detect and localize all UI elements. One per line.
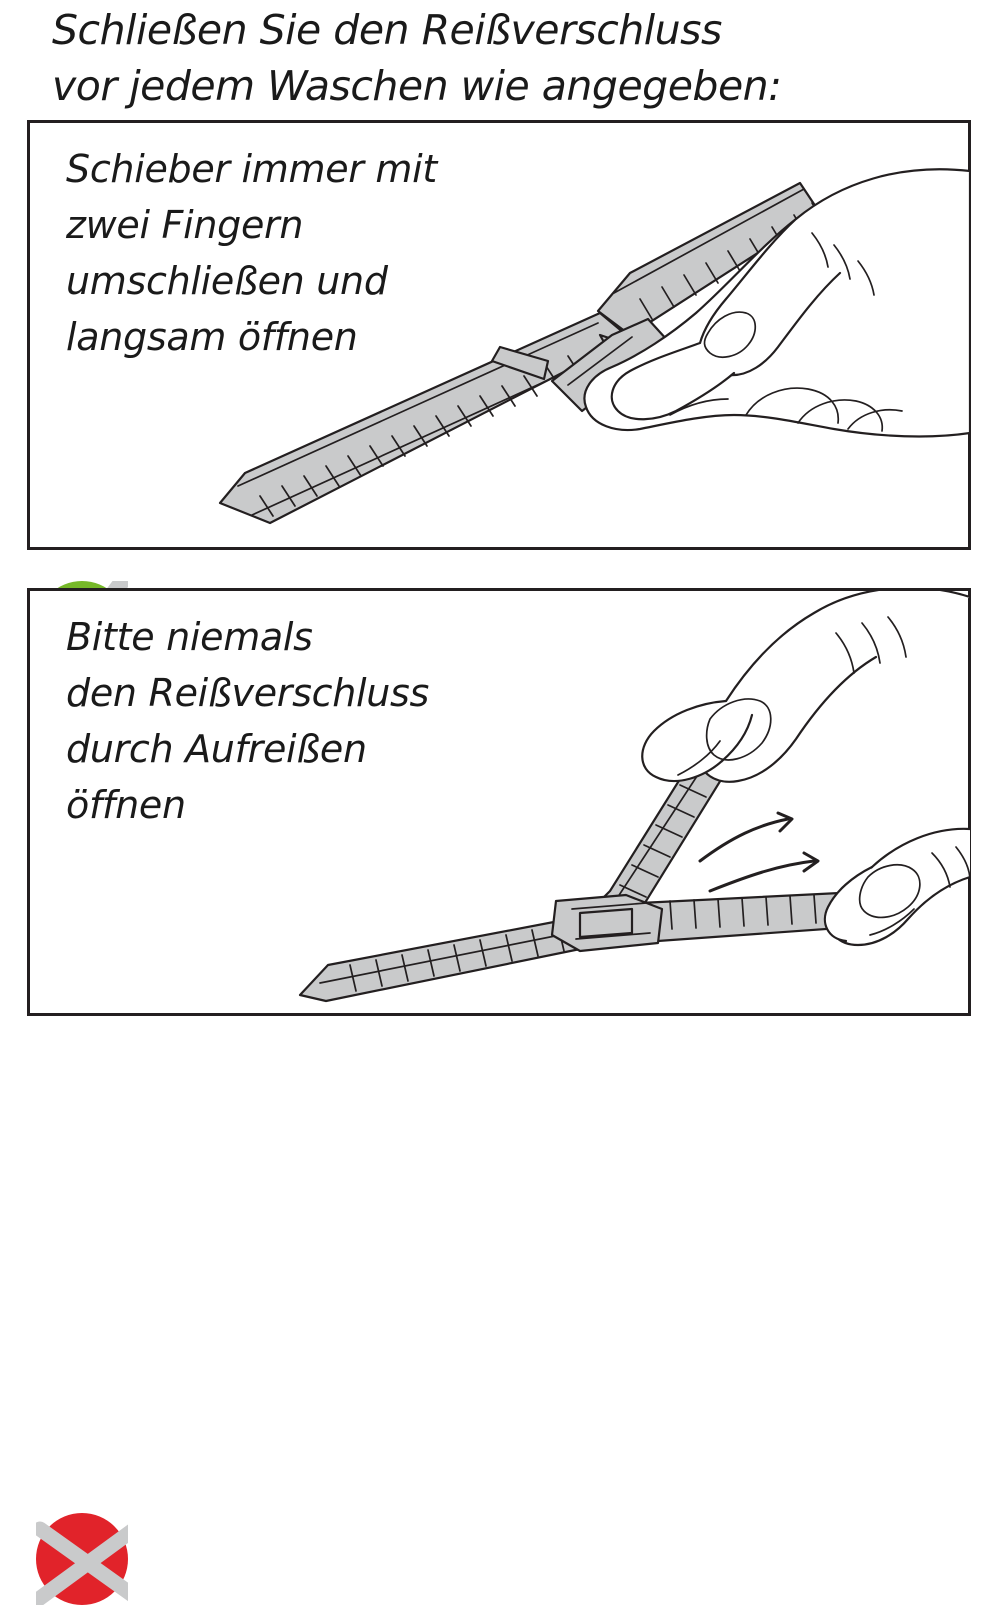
panel-correct-line-3: umschließen und [66,259,388,303]
panel-incorrect-line-2: den Reißverschluss [66,671,430,715]
panel-correct-line-2: zwei Fingern [66,203,304,247]
status-badge-incorrect [36,1513,128,1605]
hand-upper-pulling [642,591,970,782]
panel-incorrect-line-1: Bitte niemals [66,615,313,659]
zipper-closed-lower-tape [300,917,590,1001]
panel-incorrect-method [27,588,971,1016]
hand-lower-pulling [825,829,970,945]
zipper-slider-stuck [552,895,662,951]
cross-icon [36,1513,128,1605]
page-title-line-2: vor jedem Waschen wie angegeben: [52,62,782,110]
page-title [52,2,982,114]
illustration-incorrect-zipper-handling [280,591,970,1013]
illustration-correct-zipper-handling [200,123,970,547]
panel-correct-line-1: Schieber immer mit [66,147,437,191]
page-title-line-1: Schließen Sie den Reißverschluss [52,6,722,54]
zipper-closed-tape [220,313,630,523]
tear-direction-arrows [700,813,818,891]
panel-incorrect-line-3: durch Aufreißen [66,727,367,771]
panel-correct-line-4: langsam öffnen [66,315,358,359]
panel-correct-method [27,120,971,550]
panel-incorrect-line-4: öffnen [66,783,186,827]
